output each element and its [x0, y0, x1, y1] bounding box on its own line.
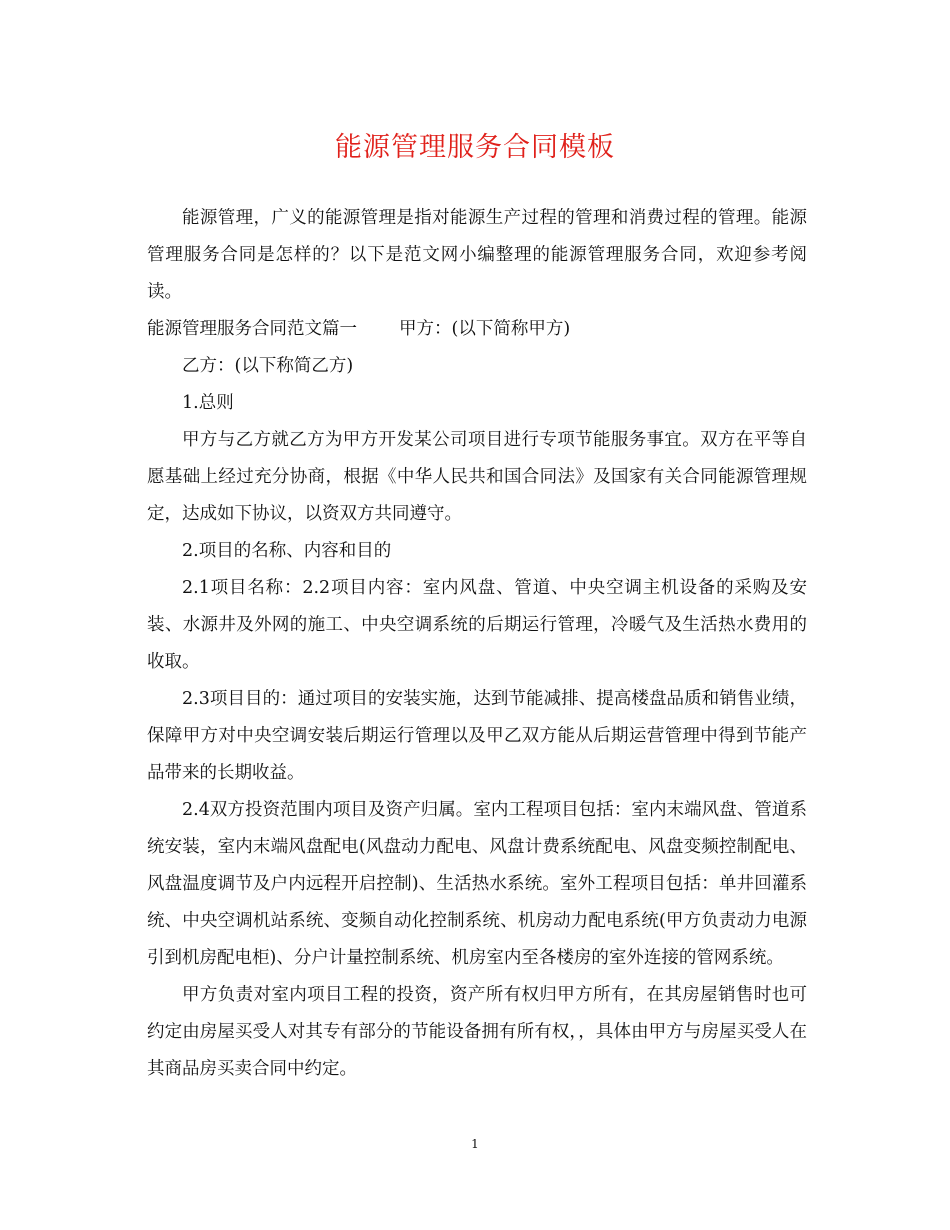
party-b-line: 乙方：(以下称简乙方)	[182, 356, 354, 376]
ownership-paragraph: 甲方负责对室内项目工程的投资，资产所有权归甲方所有，在其房屋销售时也可约定由房屋买受人对其专有部分的节能设备拥有所有权，，具体由甲方与房屋买受人在其商品房买卖合同中约定。	[147, 985, 807, 1079]
document-title: 能源管理服务合同模板	[335, 132, 615, 163]
section-2-1-paragraph: 2.1项目名称：2.2项目内容：室内风盘、管道、中央空调主机设备的采购及安装、水源井及外网的施工、中央空调系统的后期运行管理，冷暖气及生活热水费用的收取。	[147, 578, 807, 672]
document-body	[147, 200, 807, 1088]
sample-heading-line	[147, 311, 807, 348]
intro-paragraph: 能源管理，广义的能源管理是指对能源生产过程的管理和消费过程的管理。能源管理服务合同是怎样的？以下是范文网小编整理的能源管理服务合同，欢迎参考阅读。	[147, 208, 807, 302]
section-2-3-paragraph: 2.3项目目的：通过项目的安装实施，达到节能减排、提高楼盘品质和销售业绩，保障甲方对中央空调安装后期运行管理以及甲乙双方能从后期运营管理中得到节能产品带来的长期收益。	[147, 689, 807, 783]
section-2-heading: 2.项目的名称、内容和目的	[182, 541, 392, 561]
sample-heading: 能源管理服务合同范文篇一	[147, 319, 357, 339]
page-number: 1	[471, 1137, 479, 1151]
section-1-heading: 1.总则	[182, 393, 234, 413]
party-a-line: 甲方：(以下简称甲方)	[399, 319, 571, 339]
section-2-4-paragraph: 2.4双方投资范围内项目及资产归属。室内工程项目包括：室内末端风盘、管道系统安装，室内末端风盘配电(风盘动力配电、风盘计费系统配电、风盘变频控制配电、风盘温度调节及户内远程开启控制)、生活热水系统。室外工程项目包括：单井回灌系统、中央空调机站系统、变频自动化控制系统、机房动力配电系统(甲方负责动力电源引到机房配电柜)、分户计量控制系统、机房室内至各楼房的室外连接的管网系统。	[147, 800, 807, 968]
section-1-paragraph: 甲方与乙方就乙方为甲方开发某公司项目进行专项节能服务事宜。双方在平等自愿基础上经过充分协商，根据《中华人民共和国合同法》及国家有关合同能源管理规定，达成如下协议，以资双方共同遵守。	[147, 430, 807, 524]
